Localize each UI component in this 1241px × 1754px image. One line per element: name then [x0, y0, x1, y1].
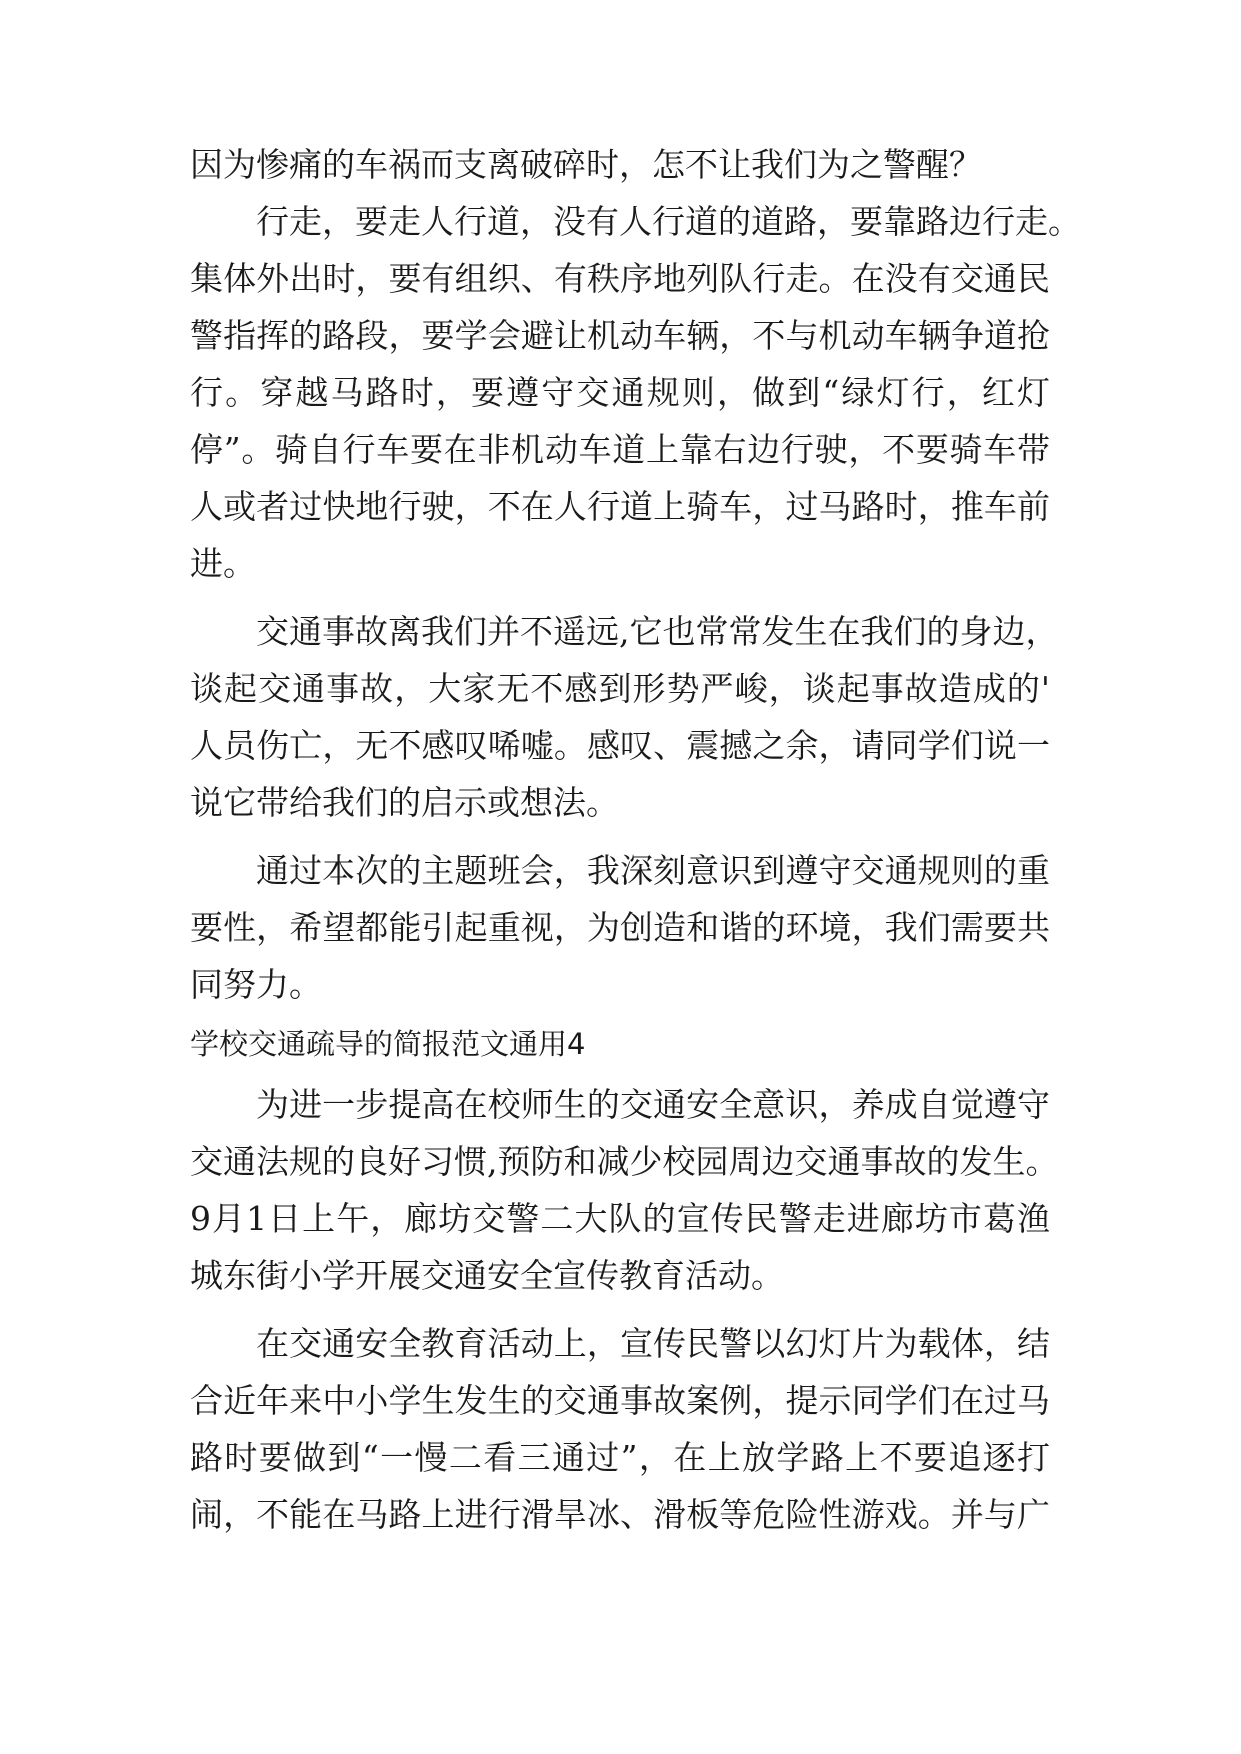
text-line: 9月1日上午，廊坊交警二大队的宣传民警走进廊坊市葛渔 [190, 1199, 1050, 1238]
text-line: 集体外出时，要有组织、有秩序地列队行走。在没有交通民 [190, 259, 1050, 298]
text-line: 人或者过快地行驶，不在人行道上骑车，过马路时，推车前 [190, 487, 1050, 526]
paragraph-start: 在交通安全教育活动上，宣传民警以幻灯片为载体，结 [256, 1324, 1050, 1363]
text-line: 同努力。 [190, 965, 322, 1004]
paragraph-start: 行走，要走人行道，没有人行道的道路，要靠路边行走。 [256, 202, 1081, 241]
text-line: 合近年来中小学生发生的交通事故案例，提示同学们在过马 [190, 1381, 1050, 1420]
text-line: 说它带给我们的启示或想法。 [190, 783, 619, 822]
section-heading: 学校交通疏导的简报范文通用4 [190, 1027, 586, 1061]
paragraph-start: 交通事故离我们并不遥远,它也常常发生在我们的身边， [256, 612, 1059, 651]
text-line: 人员伤亡，无不感叹唏嘘。感叹、震撼之余，请同学们说一 [190, 726, 1050, 765]
text-line: 谈起交通事故，大家无不感到形势严峻，谈起事故造成的' [190, 669, 1050, 708]
text-line: 城东街小学开展交通安全宣传教育活动。 [190, 1256, 784, 1295]
text-line: 进。 [190, 544, 256, 583]
text-line: 停”。骑自行车要在非机动车道上靠右边行驶，不要骑车带 [190, 430, 1050, 469]
text-line: 行。穿越马路时，要遵守交通规则，做到“绿灯行，红灯 [190, 373, 1050, 412]
text-line: 路时要做到“一慢二看三通过”，在上放学路上不要追逐打 [190, 1438, 1050, 1477]
text-line: 警指挥的路段，要学会避让机动车辆，不与机动车辆争道抢 [190, 316, 1050, 355]
text-line: 要性，希望都能引起重视，为创造和谐的环境，我们需要共 [190, 908, 1050, 947]
text-line: 交通法规的良好习惯,预防和减少校园周边交通事故的发生。 [190, 1142, 1059, 1181]
paragraph-start: 为进一步提高在校师生的交通安全意识，养成自觉遵守 [256, 1085, 1050, 1124]
paragraph-start: 通过本次的主题班会，我深刻意识到遵守交通规则的重 [256, 851, 1050, 890]
text-line: 因为惨痛的车祸而支离破碎时，怎不让我们为之警醒？ [190, 145, 982, 184]
text-line: 闹，不能在马路上进行滑旱冰、滑板等危险性游戏。并与广 [190, 1495, 1050, 1534]
